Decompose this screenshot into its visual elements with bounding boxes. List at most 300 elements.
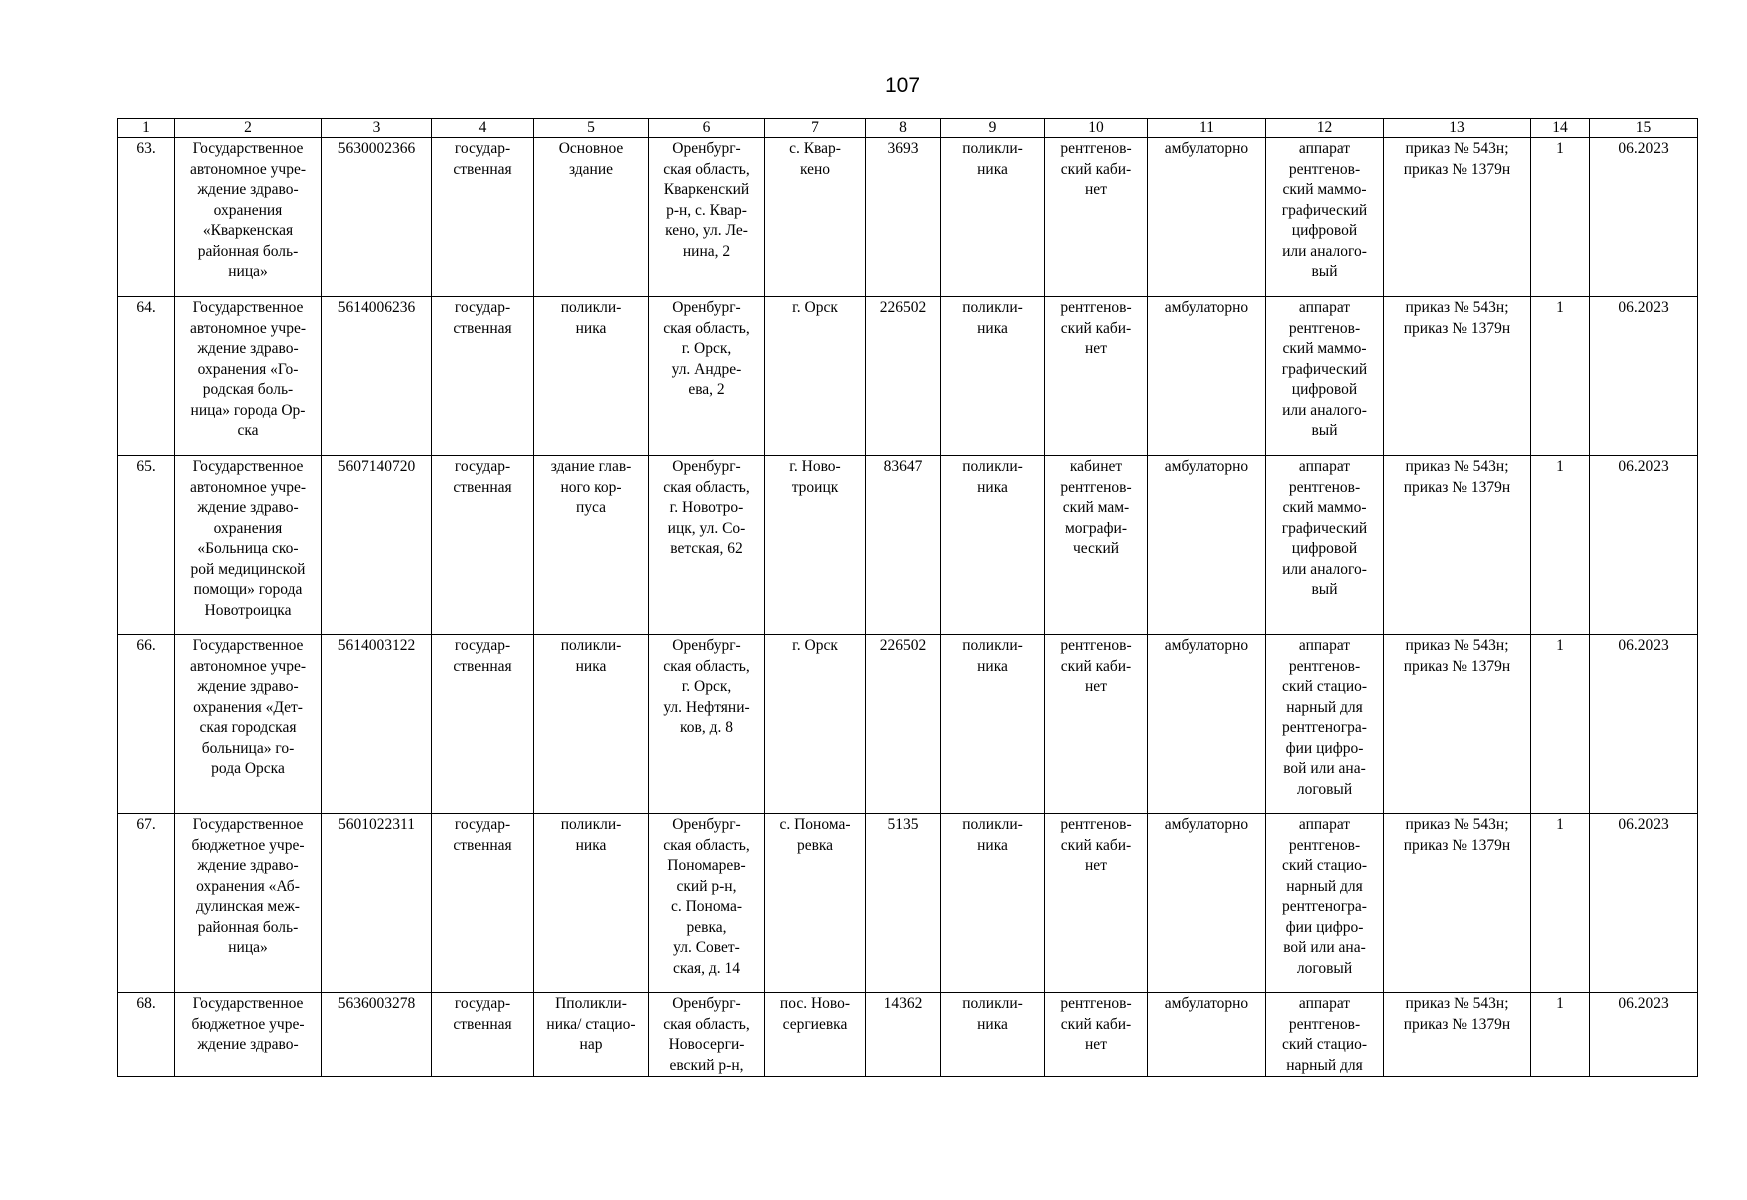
- population-cell: 3693: [866, 138, 941, 297]
- cell-line: ника: [575, 319, 607, 337]
- cell-line: государ-: [454, 299, 511, 316]
- building-cell: [534, 993, 649, 1077]
- cell-line: г. Орск,: [681, 340, 732, 357]
- address-cell: [649, 297, 765, 456]
- cell-line: рентгенов-: [1288, 1015, 1361, 1033]
- cell-line: ница»: [228, 939, 268, 956]
- care-mode-cell: амбулаторно: [1148, 814, 1266, 993]
- building-cell: [534, 814, 649, 993]
- cell-line: рентгенов-: [1288, 657, 1361, 675]
- cell-line: районная боль-: [197, 918, 299, 936]
- cell-line: ский р-н,: [676, 877, 737, 895]
- inn-cell: 5614003122: [322, 635, 432, 814]
- cell-line: ждение здраво-: [197, 181, 299, 198]
- cell-line: ский мам-: [1062, 499, 1130, 516]
- cell-line: ска: [237, 422, 259, 439]
- quantity-cell: 1: [1531, 138, 1590, 297]
- cell-line: ская городская: [199, 719, 297, 736]
- cell-line: пос. Ново-: [779, 995, 851, 1012]
- cell-line: поликли-: [962, 458, 1023, 475]
- cell-line: Кваркенский: [663, 181, 750, 198]
- cell-line: графический: [1281, 201, 1368, 219]
- cell-line: графический: [1281, 360, 1368, 378]
- cell-line: приказ № 1379н: [1403, 836, 1511, 854]
- row-number-cell: 66.: [118, 635, 175, 814]
- orders-cell: [1384, 456, 1531, 635]
- orders-cell: [1384, 635, 1531, 814]
- population-cell: 83647: [866, 456, 941, 635]
- cell-line: бюджетное учре-: [191, 836, 305, 854]
- cell-line: приказ № 543н;: [1405, 299, 1509, 316]
- cell-line: нет: [1085, 678, 1107, 695]
- cell-line: аппарат: [1298, 299, 1351, 316]
- room-cell: [1045, 138, 1148, 297]
- cell-line: Оренбург-: [672, 637, 741, 654]
- cell-line: охранения «Го-: [197, 360, 299, 378]
- inn-cell: 5601022311: [322, 814, 432, 993]
- cell-line: Оренбург-: [672, 458, 741, 475]
- quantity-cell: 1: [1531, 297, 1590, 456]
- organization-name-cell: [175, 297, 322, 456]
- cell-line: бюджетное учре-: [191, 1015, 305, 1033]
- locality-cell: [765, 456, 866, 635]
- cell-line: нет: [1085, 181, 1107, 198]
- unit-type-cell: [941, 993, 1045, 1077]
- cell-line: ника: [977, 160, 1008, 178]
- cell-line: ский стацио-: [1281, 857, 1368, 874]
- date-cell: 06.2023: [1590, 635, 1698, 814]
- cell-line: приказ № 1379н: [1403, 160, 1511, 178]
- cell-line: ков, д. 8: [680, 719, 733, 736]
- locality-cell: [765, 297, 866, 456]
- cell-line: Оренбург-: [672, 995, 741, 1012]
- cell-line: вой или ана-: [1283, 760, 1366, 777]
- cell-line: ская, д. 14: [672, 959, 741, 977]
- cell-line: ул. Нефтяни-: [663, 698, 750, 716]
- cell-line: фии цифро-: [1285, 918, 1364, 936]
- cell-line: рентгенов-: [1060, 299, 1132, 316]
- cell-line: ский каби-: [1060, 657, 1132, 675]
- cell-line: г. Новотро-: [669, 499, 744, 516]
- cell-line: или аналого-: [1282, 560, 1367, 578]
- cell-line: аппарат: [1298, 816, 1351, 833]
- cell-line: пуса: [576, 499, 606, 516]
- cell-line: поликли-: [560, 816, 622, 833]
- cell-line: ника/ стацио-: [546, 1015, 636, 1033]
- cell-line: приказ № 543н;: [1405, 816, 1509, 833]
- building-cell: [534, 138, 649, 297]
- unit-type-cell: [941, 814, 1045, 993]
- cell-line: евский р-н,: [669, 1056, 744, 1074]
- cell-line: троицк: [791, 478, 839, 496]
- cell-line: аппарат: [1298, 140, 1351, 157]
- cell-line: приказ № 1379н: [1403, 657, 1511, 675]
- orders-cell: [1384, 297, 1531, 456]
- population-cell: 226502: [866, 635, 941, 814]
- cell-line: ревка: [796, 836, 834, 854]
- cell-line: ревка,: [686, 918, 727, 936]
- column-header: 13: [1384, 119, 1531, 138]
- cell-line: ника: [977, 478, 1008, 496]
- cell-line: нар: [579, 1036, 603, 1053]
- cell-line: ветская, 62: [670, 540, 743, 557]
- unit-type-cell: [941, 297, 1045, 456]
- cell-line: государ-: [454, 816, 511, 833]
- orders-cell: [1384, 138, 1531, 297]
- cell-line: ский каби-: [1060, 1015, 1132, 1033]
- table-header: [118, 119, 1698, 138]
- date-cell: 06.2023: [1590, 993, 1698, 1077]
- care-mode-cell: амбулаторно: [1148, 138, 1266, 297]
- cell-line: Государственное: [192, 140, 304, 157]
- cell-line: ного кор-: [560, 478, 622, 496]
- cell-line: ника: [977, 657, 1008, 675]
- table-row: [118, 635, 1698, 814]
- ownership-form-cell: [432, 993, 534, 1077]
- column-header: 9: [941, 119, 1045, 138]
- cell-line: вой или ана-: [1283, 939, 1366, 956]
- cell-line: ственная: [453, 319, 512, 337]
- unit-type-cell: [941, 635, 1045, 814]
- address-cell: [649, 138, 765, 297]
- cell-line: ский маммо-: [1282, 340, 1367, 357]
- room-cell: [1045, 635, 1148, 814]
- ownership-form-cell: [432, 635, 534, 814]
- cell-line: рентгенов-: [1288, 160, 1361, 178]
- cell-line: рентгеногра-: [1282, 719, 1367, 736]
- care-mode-cell: амбулаторно: [1148, 297, 1266, 456]
- column-header: 12: [1266, 119, 1384, 138]
- cell-line: здание глав-: [550, 458, 632, 475]
- cell-line: Новотроицка: [204, 601, 292, 619]
- cell-line: нет: [1085, 1036, 1107, 1053]
- cell-line: нарный для: [1286, 877, 1363, 895]
- cell-line: ская область,: [663, 836, 750, 854]
- cell-line: Оренбург-: [672, 816, 741, 833]
- date-cell: 06.2023: [1590, 138, 1698, 297]
- cell-line: рентгенов-: [1288, 836, 1361, 854]
- cell-line: с. Понома-: [670, 898, 743, 915]
- cell-line: здание: [568, 160, 614, 178]
- cell-line: ский каби-: [1060, 160, 1132, 178]
- quantity-cell: 1: [1531, 456, 1590, 635]
- orders-cell: [1384, 814, 1531, 993]
- equipment-cell: [1266, 297, 1384, 456]
- cell-line: фии цифро-: [1285, 739, 1364, 757]
- quantity-cell: 1: [1531, 993, 1590, 1077]
- cell-line: поликли-: [560, 299, 622, 316]
- column-header: 11: [1148, 119, 1266, 138]
- cell-line: рентгенов-: [1060, 637, 1132, 654]
- table-row: [118, 456, 1698, 635]
- cell-line: ждение здраво-: [197, 340, 299, 357]
- cell-line: кабинет: [1069, 458, 1123, 475]
- building-cell: [534, 456, 649, 635]
- equipment-cell: [1266, 993, 1384, 1077]
- date-cell: 06.2023: [1590, 814, 1698, 993]
- cell-line: приказ № 543н;: [1405, 637, 1509, 654]
- care-mode-cell: амбулаторно: [1148, 993, 1266, 1077]
- cell-line: логовый: [1296, 780, 1353, 798]
- cell-line: ева, 2: [688, 381, 725, 398]
- quantity-cell: 1: [1531, 635, 1590, 814]
- equipment-cell: [1266, 635, 1384, 814]
- building-cell: [534, 297, 649, 456]
- ownership-form-cell: [432, 297, 534, 456]
- cell-line: г. Орск: [792, 299, 838, 316]
- cell-line: охранения «Аб-: [196, 877, 300, 895]
- cell-line: автономное учре-: [189, 319, 306, 337]
- cell-line: нет: [1085, 340, 1107, 357]
- quantity-cell: 1: [1531, 814, 1590, 993]
- cell-line: ственная: [453, 836, 512, 854]
- cell-line: ника: [977, 836, 1008, 854]
- cell-line: кено, ул. Ле-: [665, 222, 748, 239]
- cell-line: ница»: [228, 263, 268, 280]
- cell-line: автономное учре-: [189, 160, 306, 178]
- population-cell: 226502: [866, 297, 941, 456]
- cell-line: приказ № 543н;: [1405, 140, 1509, 157]
- cell-line: ская область,: [663, 160, 750, 178]
- row-number-cell: 67.: [118, 814, 175, 993]
- cell-line: Новосерги-: [668, 1036, 745, 1053]
- cell-line: с. Понома-: [779, 816, 851, 833]
- cell-line: аппарат: [1298, 458, 1351, 475]
- cell-line: г. Орск,: [681, 678, 732, 695]
- cell-line: ский каби-: [1060, 319, 1132, 337]
- cell-line: районная боль-: [197, 242, 299, 260]
- cell-line: автономное учре-: [189, 478, 306, 496]
- cell-line: приказ № 543н;: [1405, 995, 1509, 1012]
- row-number-cell: 63.: [118, 138, 175, 297]
- cell-line: мографи-: [1064, 519, 1128, 537]
- cell-line: рентгенов-: [1060, 478, 1132, 496]
- cell-line: нет: [1085, 857, 1107, 874]
- cell-line: поликли-: [962, 637, 1023, 654]
- cell-line: поликли-: [962, 299, 1023, 316]
- column-header: 5: [534, 119, 649, 138]
- ownership-form-cell: [432, 814, 534, 993]
- locality-cell: [765, 993, 866, 1077]
- cell-line: ника: [575, 657, 607, 675]
- cell-line: поликли-: [962, 995, 1023, 1012]
- column-header: 4: [432, 119, 534, 138]
- column-header: 6: [649, 119, 765, 138]
- table-row: [118, 297, 1698, 456]
- cell-line: ческий: [1072, 540, 1120, 557]
- cell-line: или аналого-: [1282, 401, 1367, 419]
- equipment-cell: [1266, 456, 1384, 635]
- address-cell: [649, 814, 765, 993]
- cell-line: р-н, с. Квар-: [666, 201, 747, 219]
- cell-line: ский стацио-: [1281, 1036, 1368, 1053]
- cell-line: аппарат: [1298, 637, 1351, 654]
- cell-line: ский маммо-: [1282, 181, 1367, 198]
- cell-line: рентгенов-: [1288, 478, 1361, 496]
- cell-line: вый: [1311, 263, 1338, 280]
- cell-line: цифровой: [1291, 540, 1358, 557]
- cell-line: ская область,: [663, 657, 750, 675]
- column-header: 3: [322, 119, 432, 138]
- cell-line: аппарат: [1298, 995, 1351, 1012]
- cell-line: нина, 2: [682, 242, 731, 260]
- ownership-form-cell: [432, 138, 534, 297]
- cell-line: графический: [1281, 519, 1368, 537]
- cell-line: Государственное: [192, 458, 304, 475]
- cell-line: нарный для: [1286, 698, 1363, 716]
- cell-line: Государственное: [192, 816, 304, 833]
- cell-line: ул. Андре-: [671, 360, 742, 378]
- cell-line: рентгенов-: [1288, 319, 1361, 337]
- ownership-form-cell: [432, 456, 534, 635]
- cell-line: кено: [799, 160, 831, 178]
- cell-line: Пполикли-: [555, 995, 627, 1012]
- orders-cell: [1384, 993, 1531, 1077]
- cell-line: больница» го-: [201, 739, 295, 757]
- table-row: [118, 138, 1698, 297]
- cell-line: поликли-: [962, 816, 1023, 833]
- column-header: 1: [118, 119, 175, 138]
- organization-name-cell: [175, 814, 322, 993]
- cell-line: приказ № 1379н: [1403, 478, 1511, 496]
- address-cell: [649, 456, 765, 635]
- cell-line: ственная: [453, 657, 512, 675]
- cell-line: Пономарев-: [667, 857, 746, 874]
- inn-cell: 5607140720: [322, 456, 432, 635]
- locality-cell: [765, 814, 866, 993]
- cell-line: охранения: [213, 519, 283, 537]
- building-cell: [534, 635, 649, 814]
- column-header: 2: [175, 119, 322, 138]
- cell-line: государ-: [454, 140, 511, 157]
- cell-line: ника: [977, 1015, 1008, 1033]
- cell-line: ул. Совет-: [673, 939, 740, 956]
- row-number-cell: 64.: [118, 297, 175, 456]
- cell-line: помощи» города: [193, 581, 303, 598]
- cell-line: ница» города Ор-: [190, 401, 306, 419]
- organization-name-cell: [175, 138, 322, 297]
- cell-line: рентгенов-: [1060, 995, 1132, 1012]
- cell-line: ицк, ул. Со-: [667, 519, 746, 537]
- table-row: [118, 993, 1698, 1077]
- unit-type-cell: [941, 456, 1045, 635]
- equipment-registry-table: [117, 118, 1698, 1077]
- cell-line: рентгеногра-: [1282, 898, 1367, 915]
- table-body: [118, 138, 1698, 1077]
- row-number-cell: 68.: [118, 993, 175, 1077]
- room-cell: [1045, 456, 1148, 635]
- cell-line: ника: [977, 319, 1008, 337]
- care-mode-cell: амбулаторно: [1148, 635, 1266, 814]
- cell-line: государ-: [454, 995, 511, 1012]
- cell-line: вый: [1311, 581, 1338, 598]
- cell-line: ский маммо-: [1282, 499, 1367, 516]
- address-cell: [649, 993, 765, 1077]
- cell-line: автономное учре-: [189, 657, 306, 675]
- inn-cell: 5630002366: [322, 138, 432, 297]
- cell-line: рода Орска: [211, 760, 285, 777]
- room-cell: [1045, 993, 1148, 1077]
- cell-line: ский каби-: [1060, 836, 1132, 854]
- cell-line: ждение здраво-: [197, 678, 299, 695]
- date-cell: 06.2023: [1590, 456, 1698, 635]
- cell-line: приказ № 543н;: [1405, 458, 1509, 475]
- cell-line: ственная: [453, 160, 512, 178]
- cell-line: ника: [575, 836, 607, 854]
- cell-line: охранения «Дет-: [193, 698, 303, 716]
- locality-cell: [765, 635, 866, 814]
- cell-line: приказ № 1379н: [1403, 319, 1511, 337]
- cell-line: Оренбург-: [672, 299, 741, 316]
- inn-cell: 5614006236: [322, 297, 432, 456]
- cell-line: родская боль-: [202, 381, 294, 398]
- cell-line: «Больница ско-: [197, 540, 299, 557]
- cell-line: или аналого-: [1282, 242, 1367, 260]
- cell-line: Государственное: [192, 995, 304, 1012]
- column-header: 10: [1045, 119, 1148, 138]
- population-cell: 14362: [866, 993, 941, 1077]
- page-number: 107: [884, 74, 921, 97]
- cell-line: поликли-: [560, 637, 622, 654]
- table-row: [118, 814, 1698, 993]
- cell-line: рентгенов-: [1060, 816, 1132, 833]
- cell-line: логовый: [1296, 959, 1353, 977]
- cell-line: ждение здраво-: [197, 1036, 299, 1053]
- cell-line: Государственное: [192, 299, 304, 316]
- equipment-cell: [1266, 814, 1384, 993]
- care-mode-cell: амбулаторно: [1148, 456, 1266, 635]
- inn-cell: 5636003278: [322, 993, 432, 1077]
- column-header: 15: [1590, 119, 1698, 138]
- cell-line: сергиевка: [782, 1015, 848, 1033]
- cell-line: государ-: [454, 458, 511, 475]
- cell-line: приказ № 1379н: [1403, 1015, 1511, 1033]
- cell-line: ственная: [453, 1015, 512, 1033]
- cell-line: цифровой: [1291, 381, 1358, 398]
- organization-name-cell: [175, 993, 322, 1077]
- cell-line: охранения: [213, 201, 283, 219]
- equipment-cell: [1266, 138, 1384, 297]
- cell-line: рой медицинской: [190, 560, 306, 578]
- cell-line: «Кваркенская: [202, 222, 294, 239]
- cell-line: ский стацио-: [1281, 678, 1368, 695]
- cell-line: цифровой: [1291, 222, 1358, 239]
- organization-name-cell: [175, 456, 322, 635]
- locality-cell: [765, 138, 866, 297]
- cell-line: поликли-: [962, 140, 1023, 157]
- organization-name-cell: [175, 635, 322, 814]
- population-cell: 5135: [866, 814, 941, 993]
- row-number-cell: 65.: [118, 456, 175, 635]
- cell-line: ждение здраво-: [197, 857, 299, 874]
- column-header: 14: [1531, 119, 1590, 138]
- cell-line: нарный для: [1286, 1056, 1363, 1074]
- cell-line: дулинская меж-: [196, 898, 300, 915]
- column-number-row: [118, 119, 1698, 138]
- cell-line: с. Квар-: [789, 140, 841, 157]
- cell-line: Основное: [558, 140, 624, 157]
- address-cell: [649, 635, 765, 814]
- cell-line: Государственное: [192, 637, 304, 654]
- cell-line: ская область,: [663, 1015, 750, 1033]
- cell-line: ская область,: [663, 478, 750, 496]
- column-header: 7: [765, 119, 866, 138]
- column-header: 8: [866, 119, 941, 138]
- cell-line: ская область,: [663, 319, 750, 337]
- cell-line: вый: [1311, 422, 1338, 439]
- cell-line: г. Ново-: [789, 458, 841, 475]
- room-cell: [1045, 297, 1148, 456]
